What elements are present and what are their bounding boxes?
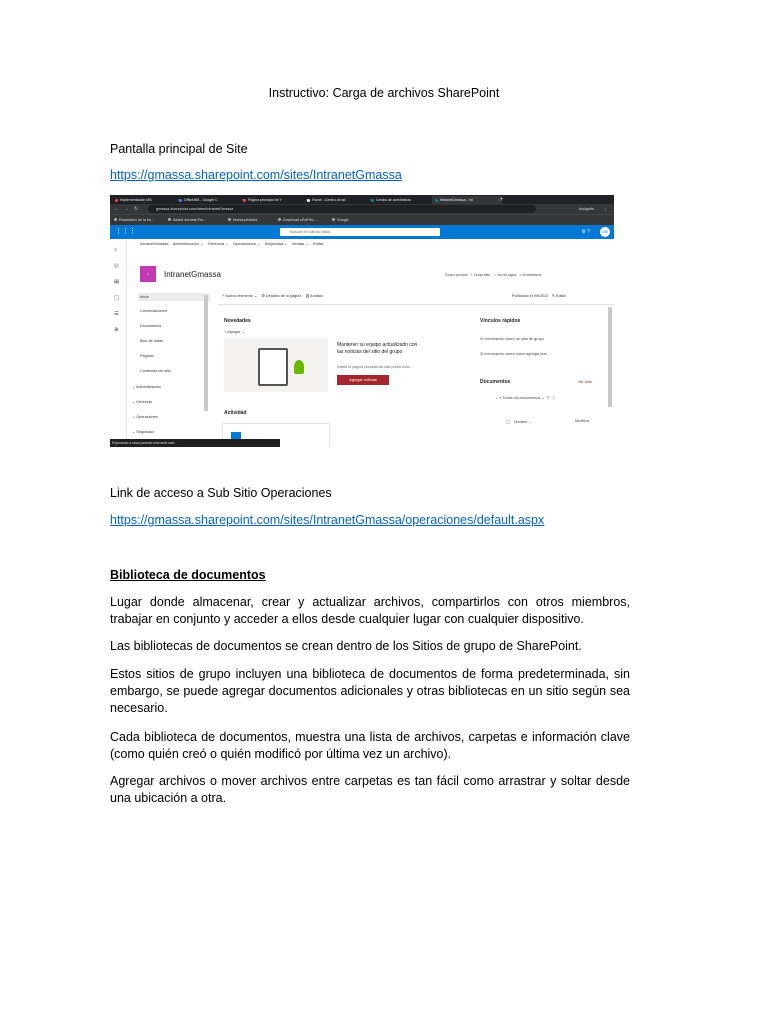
nav-item-label: Operaciones — [136, 415, 158, 419]
operaciones-link[interactable]: https://gmassa.sharepoint.com/sites/IntranetGmassa/operaciones/default.aspx — [110, 513, 545, 527]
news-body-line: Mantener su equipo actualizado con — [337, 342, 418, 348]
nav-item-bloc[interactable]: Bloc de notas — [140, 339, 164, 343]
home-icon[interactable]: ⌂ — [114, 247, 118, 253]
suite-bar — [110, 225, 614, 239]
news-illustration — [224, 338, 328, 392]
add-icon[interactable]: ⊕ — [114, 327, 119, 333]
section-heading-suboperaciones: Link de acceso a Sub Sitio Operaciones — [110, 486, 332, 500]
quick-link-label: Información sobre cómo agregar una... — [484, 352, 550, 356]
list-icon[interactable]: ☰ — [114, 311, 119, 317]
nav-item-gerencia[interactable]: ⌄ Gerencia — [132, 400, 152, 404]
tab-label: Home - Centro de ad — [312, 198, 346, 202]
news-body — [337, 342, 417, 356]
news-title: Novedades — [224, 318, 251, 324]
browser-tab[interactable] — [112, 196, 182, 204]
hub-nav-item[interactable]: Administración — [172, 241, 199, 246]
news-icon[interactable]: ▤ — [114, 279, 120, 285]
app-rail — [110, 239, 127, 447]
hub-nav-item[interactable]: Operaciones — [233, 241, 256, 246]
tab-favicon-icon — [307, 199, 310, 202]
section-heading-main-screen: Pantalla principal de Site — [110, 142, 248, 156]
site-name: IntranetGmassa — [164, 270, 221, 279]
nav-item-label: Gerencia — [136, 400, 152, 404]
column-name-label: Nombre — [513, 420, 528, 424]
news-add-label: Agregar — [227, 330, 241, 334]
tablet-illustration-icon — [258, 348, 288, 386]
menu-icon[interactable]: ⋮ — [603, 206, 608, 212]
tab-label: Office365 - Google C — [184, 198, 218, 202]
document-title: Instructivo: Carga de archivos SharePoint — [268, 86, 500, 100]
new-tab-button[interactable]: + — [500, 197, 504, 203]
tab-favicon-icon — [115, 199, 118, 202]
new-item-button[interactable]: + Nuevo elemento ⌄ — [222, 294, 258, 298]
browser-tab-active[interactable] — [432, 196, 502, 204]
tab-label: IntranetGmassa - Ini — [440, 198, 473, 202]
bookmark-icon — [332, 218, 335, 221]
bookmark-item[interactable] — [114, 215, 154, 225]
forward-icon[interactable]: → — [124, 206, 129, 212]
tab-favicon-icon — [371, 199, 374, 202]
bookmark-label: Nueva pestaña — [233, 218, 258, 222]
nav-item-operaciones[interactable]: ⌄ Operaciones — [132, 415, 158, 419]
left-nav-scrollbar[interactable] — [204, 295, 208, 411]
bookmark-icon — [278, 218, 281, 221]
page-details-label: Detalles de la página — [265, 294, 302, 298]
site-header-actions — [445, 273, 541, 277]
bookmark-icon — [228, 218, 231, 221]
bookmark-icon — [114, 218, 117, 221]
nav-item-administracion[interactable]: ⌄ Administración — [132, 385, 161, 389]
documents-title: Documentos — [480, 379, 511, 385]
main-scrollbar[interactable] — [608, 307, 612, 407]
paragraph-2: Las bibliotecas de documentos se crean dentro de los Sitios de grupo de SharePoint. — [110, 639, 582, 653]
tab-favicon-icon — [435, 199, 438, 202]
hub-nav: IntranetGmassa Administración ⌄ Gerencia ⌄ Operaciones ⌄ Seguridad ⌄ Ventas ⌄ Editar — [140, 241, 324, 246]
divider — [218, 304, 614, 305]
hub-nav-item[interactable]: Seguridad — [264, 241, 283, 246]
nav-item-paginas[interactable]: Páginas — [140, 354, 154, 358]
browser-tab-strip — [110, 195, 614, 204]
bookmark-item[interactable] — [168, 215, 206, 225]
hub-nav-item[interactable]: Gerencia — [207, 241, 225, 246]
see-all-link[interactable]: Ver todo — [578, 380, 593, 384]
quick-link-label: Información sobre un sitio de grupo — [484, 337, 544, 341]
add-news-button[interactable]: Agregar noticias — [337, 375, 389, 385]
browser-status-bar: Esperando a www.yammer.microsoft.com... — [110, 439, 280, 447]
activity-title: Actividad — [224, 410, 247, 416]
tab-favicon-icon — [179, 199, 182, 202]
nav-item-documentos[interactable]: Documentos — [140, 324, 162, 328]
globe-icon[interactable]: ◎ — [114, 263, 119, 269]
analytics-button[interactable]: ▥ Análisis — [305, 294, 324, 298]
analytics-label: Análisis — [310, 294, 324, 298]
bookmark-item[interactable] — [332, 215, 349, 225]
page-details-button[interactable]: ⚙ Detalles de la página — [261, 294, 302, 298]
tab-label: Implementación MS — [120, 198, 152, 202]
suite-icons[interactable]: ⚙ ? — [581, 229, 590, 235]
sharepoint-screenshot — [110, 195, 614, 447]
command-bar — [222, 293, 323, 298]
plant-illustration-icon — [294, 360, 304, 374]
paragraph-5: Agregar archivos o mover archivos entre carpetas es tan fácil como arrastrar y soltar desde una ubicación a otra. — [110, 774, 630, 805]
view-selector[interactable]: ⌄ ≡ Todos los documentos ⌄ ▽ ⓘ — [495, 396, 556, 400]
create-site-button[interactable]: + Crear sitio — [470, 273, 491, 277]
site-logo[interactable]: I — [140, 266, 156, 282]
bookmarks-bar — [110, 214, 614, 225]
nav-item-inicio[interactable]: Inicio — [138, 293, 210, 301]
column-header-modified[interactable]: Modifica — [575, 419, 590, 423]
news-add-button[interactable]: + Agregar ⌄ — [224, 330, 245, 334]
tab-label: Centro de administrac — [376, 198, 412, 202]
bookmark-label: Download uSoftTec... — [283, 218, 317, 222]
published-date: Publicado el 9/6/2022 — [512, 294, 549, 298]
bookmark-item[interactable] — [228, 215, 257, 225]
incognito-label: Incógnito — [578, 207, 594, 211]
hub-nav-item[interactable]: Ventas — [291, 241, 305, 246]
avatar[interactable]: GM — [600, 227, 610, 237]
address-bar-row — [110, 204, 614, 214]
bookmark-label: Resultados de la bú... — [119, 218, 154, 222]
browser-tab[interactable] — [240, 196, 310, 204]
search-input[interactable]: Buscar en varios sitios — [280, 228, 440, 236]
tab-label: Página principal de Y — [248, 198, 282, 202]
quick-link[interactable]: ◎ Información sobre un sitio de grupo — [480, 337, 544, 341]
browser-tab[interactable] — [176, 196, 246, 204]
file-icon[interactable]: ▢ — [114, 295, 120, 301]
paragraph-1: Lugar donde almacenar, crear y actualizar archivos, compartirlos con otros miembros, trabajar en conjunto y acceder a ellos desde cualquier lugar con cualquier dispositivo. — [110, 595, 630, 626]
quick-links-title: Vínculos rápidos — [480, 318, 521, 324]
group-privacy-label: Grupo privado — [445, 273, 468, 277]
edit-label: Editar — [555, 294, 566, 298]
bookmark-label: Google — [337, 218, 349, 222]
create-site-label: Crear sitio — [473, 273, 491, 277]
news-body-line: las noticias del sitio del grupo — [337, 349, 403, 355]
view-selector-label: Todos los documentos — [502, 396, 541, 400]
close-icon[interactable]: × — [497, 198, 500, 202]
nav-item-contenido[interactable]: Contenido del sitio — [140, 369, 172, 373]
nav-item-conversaciones[interactable]: Conversaciones — [140, 309, 168, 313]
nav-item-label: Administración — [136, 385, 161, 389]
follow-label: No se sigue — [497, 273, 517, 277]
column-header-name[interactable]: ▢ Nombre ⌄ — [506, 420, 532, 424]
news-subtext: Desde la página principal del sitio podrá crear... — [337, 365, 413, 369]
quick-link[interactable]: ◎ Información sobre cómo agregar una... — [480, 352, 550, 356]
url-field[interactable]: gmassa.sharepoint.com/sites/IntranetGmassa — [148, 205, 536, 213]
section-heading-library: Biblioteca de documentos — [110, 568, 266, 582]
members-button[interactable]: ᴑ 8 miembros — [519, 273, 542, 277]
nav-item-label: Seguridad — [136, 430, 154, 434]
hub-nav-item[interactable]: IntranetGmassa — [140, 241, 169, 246]
tab-favicon-icon — [243, 199, 246, 202]
bookmark-item[interactable] — [278, 215, 317, 225]
browser-tab[interactable] — [304, 196, 374, 204]
bookmark-label: Adobe Acrobat Pro... — [173, 218, 207, 222]
hub-nav-edit[interactable]: Editar — [312, 241, 324, 246]
reload-icon[interactable]: ↻ — [134, 206, 139, 212]
paragraph-4: Cada biblioteca de documentos, muestra una lista de archivos, carpetas e información clave (como quién creó o quién modificó por última vez un archivo). — [110, 730, 630, 761]
paragraph-3: Estos sitios de grupo incluyen una biblioteca de documentos de forma predeterminada, sin embargo, se puede agregar documentos adicionales y otras bibliotecas en un sitio según sea necesario. — [110, 667, 630, 715]
back-icon[interactable]: ← — [114, 206, 119, 212]
members-label: 8 miembros — [522, 273, 542, 277]
follow-button[interactable]: ☆ No se sigue — [493, 273, 517, 277]
browser-tab[interactable] — [368, 196, 438, 204]
nav-item-seguridad[interactable]: ⌄ Seguridad — [132, 430, 154, 434]
command-bar-right — [512, 293, 566, 298]
new-item-label: Nuevo elemento — [225, 294, 253, 298]
bookmark-icon — [168, 218, 171, 221]
site-link[interactable]: https://gmassa.sharepoint.com/sites/IntranetGmassa — [110, 168, 402, 182]
app-launcher-icon[interactable]: ⋮⋮⋮ — [115, 228, 136, 235]
edit-button[interactable]: ✎ Editar — [551, 294, 566, 298]
